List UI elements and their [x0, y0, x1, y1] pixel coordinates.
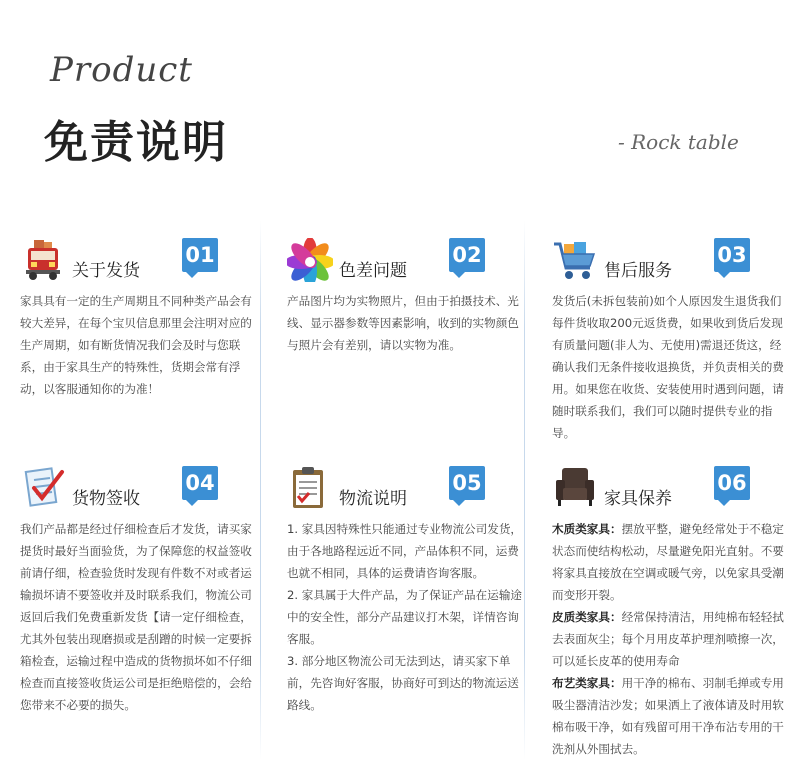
product-heading: Product	[50, 50, 193, 90]
card-number-badge: 01	[182, 238, 218, 272]
card-text: 产品图片均为实物照片，但由于拍摄技术、光线、显示器参数等因素影响，收到的实物颜色与照片会有差别，请以实物为准。	[287, 294, 519, 352]
divider-line	[260, 220, 261, 760]
section-label: 木质类家具：	[552, 522, 622, 536]
card-text: 发货后(未拆包装前)如个人原因发生退货我们每件货收取200元返货费，如果收到货后发现有质量问题(非人为、无使用)需退还货这，经确认我们无条件接收退换货，并负责相关的费用。如果您在收货、安装使用时遇到问题，请随时联系我们，我们可以随时提供专业的指导。	[552, 294, 784, 440]
card-body	[552, 518, 788, 760]
shopping-cart-icon	[552, 238, 598, 282]
card-number-badge: 06	[714, 466, 750, 500]
card-body	[552, 290, 788, 444]
list-item: 3. 部分地区物流公司无法到达，请买家下单前，先咨询好客服，协商好可到达的物流运送路线。	[287, 654, 519, 712]
page-title: 免责说明	[44, 117, 228, 168]
card-body	[20, 290, 256, 400]
care-section-leather	[552, 606, 788, 672]
armchair-icon	[552, 466, 598, 510]
list-item: 2. 家具属于大件产品，为了保证产品在运输途中的安全性，部分产品建议打木架，详情咨询客服。	[287, 588, 523, 646]
card-text: 我们产品都是经过仔细检查后才发货，请买家提货时最好当面验货，为了保障您的权益签收前请仔细，检查验货时发现有件数不对或者运输损坏请不要签收并及时联系我们，物流公司返回后我们免费重新发货【请一定仔细检查，尤其外包装出现磨损或是刮蹭的时候一定要拆箱检查，运输过程中造成的货物损坏如不仔细检查而直接签收货运公司是拒绝赔偿的，会给您带来不必要的损失。	[20, 522, 252, 712]
card-body	[20, 518, 256, 716]
section-text: 经常保持清洁，用纯棉布轻轻拭去表面灰尘；每个月用皮革护理剂喷擦一次，可以延长皮革的使用寿命	[552, 610, 784, 668]
card-number-badge: 04	[182, 466, 218, 500]
divider-line	[524, 220, 525, 760]
section-label: 布艺类家具：	[552, 676, 622, 690]
care-section-wood	[552, 518, 788, 606]
delivery-truck-icon	[20, 238, 66, 282]
card-title: 家具保养	[604, 489, 672, 509]
section-text: 摆放平整，避免经常处于不稳定状态而使结构松动，尽量避免阳光直射。不要将家具直接放在空调或暖气旁，以免家具受潮而变形开裂。	[552, 522, 784, 602]
card-number-badge: 02	[449, 238, 485, 272]
care-section-fabric	[552, 672, 788, 760]
section-text: 用干净的棉布、羽制毛掸或专用吸尘器清洁沙发；如果洒上了液体请及时用软棉布吸干净，如有残留可用干净布沾专用的干洗剂从外围拭去。	[552, 676, 784, 756]
card-title: 物流说明	[339, 489, 407, 509]
clipboard-icon	[287, 466, 333, 510]
card-title: 关于发货	[72, 261, 140, 281]
card-number-badge: 03	[714, 238, 750, 272]
card-title: 售后服务	[604, 261, 672, 281]
section-label: 皮质类家具：	[552, 610, 622, 624]
card-title: 色差问题	[339, 261, 407, 281]
color-palette-icon	[287, 238, 333, 282]
card-number-badge: 05	[449, 466, 485, 500]
list-item: 1. 家具因特殊性只能通过专业物流公司发货，由于各地路程远近不同，产品体积不同，运费也就不相同，具体的运费请咨询客服。	[287, 522, 523, 580]
card-body	[287, 290, 523, 356]
checklist-icon	[20, 466, 66, 510]
page-subtitle: - Rock table	[618, 130, 739, 154]
card-title: 货物签收	[72, 489, 140, 509]
card-text: 家具具有一定的生产周期且不同种类产品会有较大差异，在每个宝贝信息那里会注明对应的生产周期，如有断货情况我们会及时与您联系，由于家具生产的特殊性，货期会常有浮动，以客服通知你的为准！	[20, 294, 252, 396]
card-body	[287, 518, 523, 716]
